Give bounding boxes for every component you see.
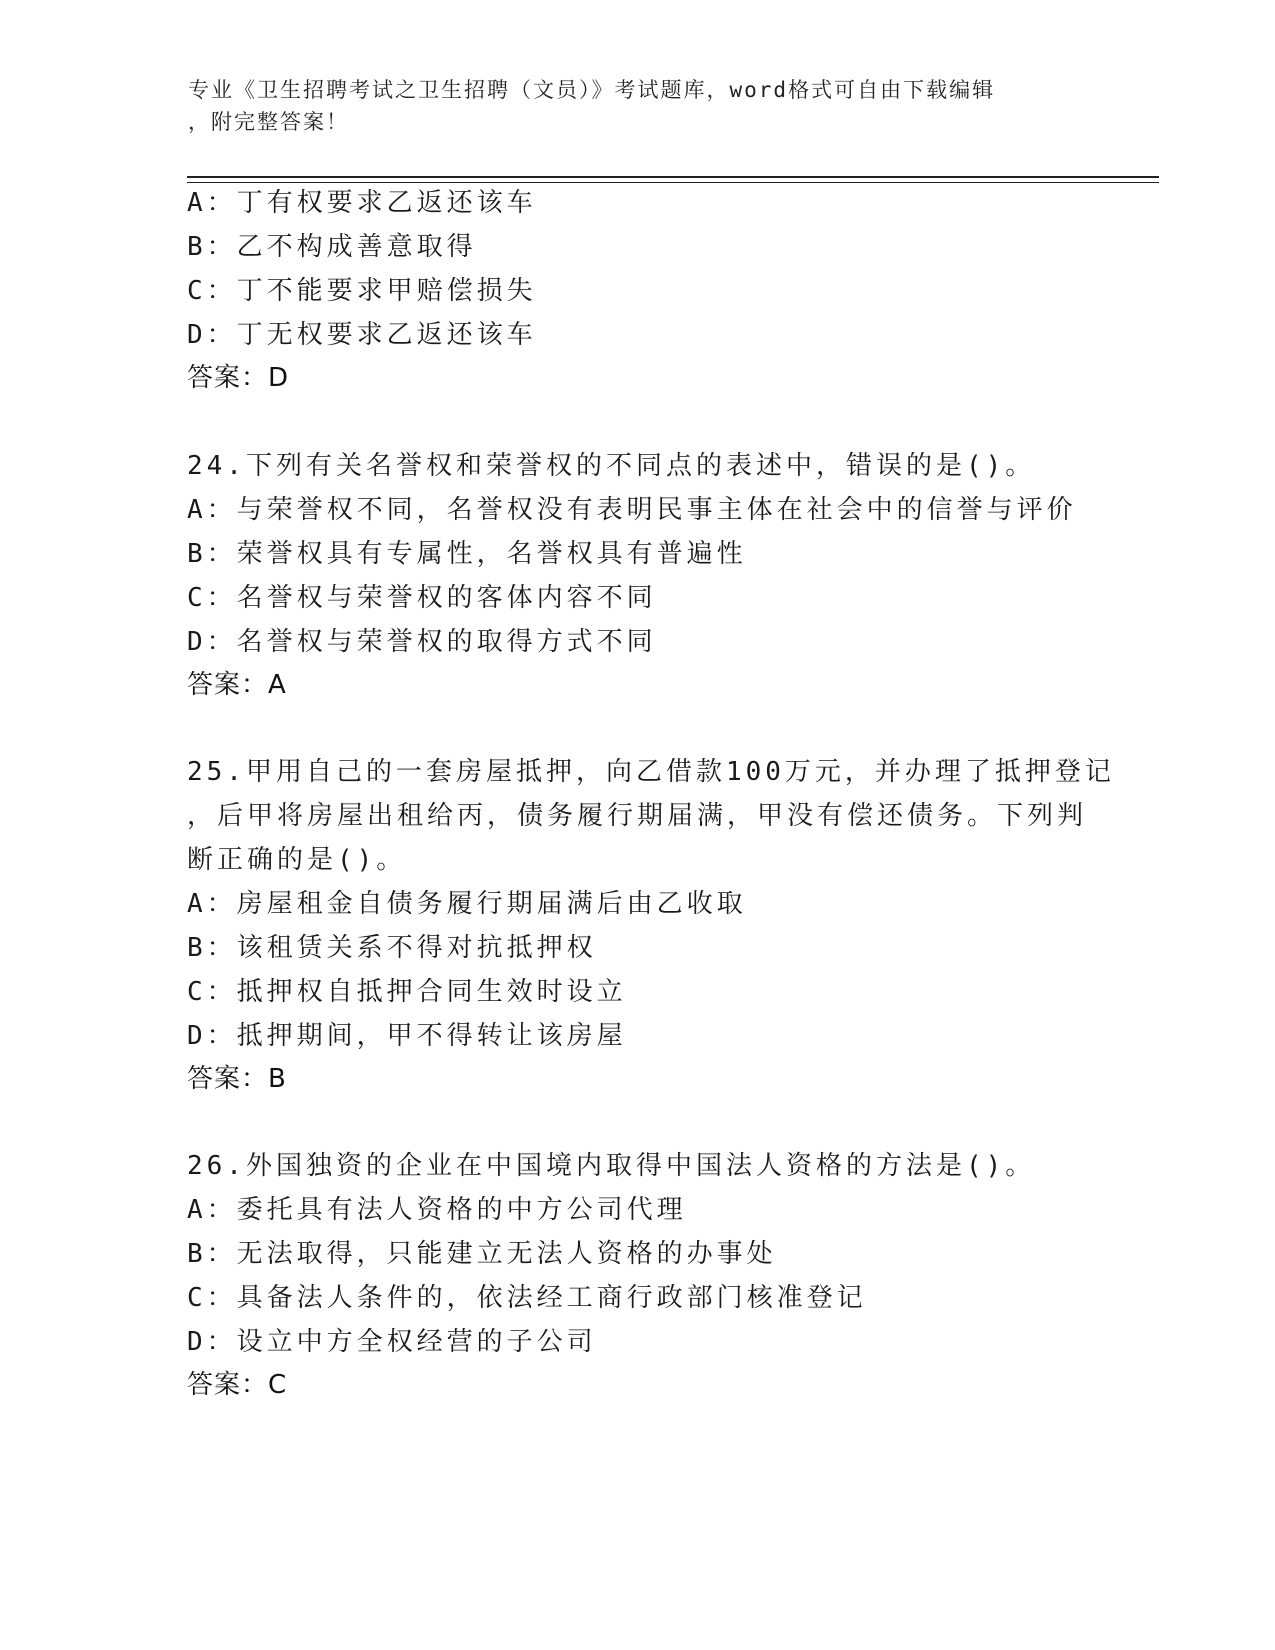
header-rule-thin — [187, 182, 1159, 183]
q23-option-a: A：丁有权要求乙返还该车 — [187, 188, 537, 218]
q26-option-b: B：无法取得，只能建立无法人资格的办事处 — [187, 1239, 777, 1269]
q25-stem-line-2: ，后甲将房屋出租给丙，债务履行期届满，甲没有偿还债务。下列判 — [187, 801, 1088, 831]
q23-answer: 答案：D — [187, 363, 290, 393]
q24-option-d: D：名誉权与荣誉权的取得方式不同 — [187, 627, 657, 657]
header-rule-thick — [187, 176, 1159, 178]
q26-answer: 答案：C — [187, 1370, 288, 1400]
header-line-2: ，附完整答案！ — [188, 110, 349, 134]
q25-option-b: B：该租赁关系不得对抗抵押权 — [187, 933, 597, 963]
q26-option-a: A：委托具有法人资格的中方公司代理 — [187, 1195, 687, 1225]
q24-answer: 答案：A — [187, 670, 287, 700]
q25-stem-line-1: 25.甲用自己的一套房屋抵押，向乙借款100万元，并办理了抵押登记 — [187, 757, 1115, 787]
q25-option-c: C：抵押权自抵押合同生效时设立 — [187, 977, 627, 1007]
q25-option-a: A：房屋租金自债务履行期届满后由乙收取 — [187, 889, 747, 919]
q25-answer: 答案：B — [187, 1064, 287, 1094]
page-header — [188, 74, 1088, 138]
q25-option-d: D：抵押期间，甲不得转让该房屋 — [187, 1021, 627, 1051]
q23-option-c: C：丁不能要求甲赔偿损失 — [187, 276, 537, 306]
q23-option-d: D：丁无权要求乙返还该车 — [187, 320, 537, 350]
q26-option-c: C：具备法人条件的，依法经工商行政部门核准登记 — [187, 1283, 867, 1313]
q24-option-b: B：荣誉权具有专属性，名誉权具有普遍性 — [187, 539, 747, 569]
q26-option-d: D：设立中方全权经营的子公司 — [187, 1327, 597, 1357]
q23-option-b: B：乙不构成善意取得 — [187, 232, 477, 262]
q26-stem: 26.外国独资的企业在中国境内取得中国法人资格的方法是()。 — [187, 1151, 1036, 1181]
q24-option-c: C：名誉权与荣誉权的客体内容不同 — [187, 583, 657, 613]
q24-option-a: A：与荣誉权不同，名誉权没有表明民事主体在社会中的信誉与评价 — [187, 495, 1077, 525]
header-line-1: 专业《卫生招聘考试之卫生招聘（文员）》考试题库，word格式可自由下载编辑 — [188, 78, 996, 102]
q24-stem: 24.下列有关名誉权和荣誉权的不同点的表述中，错误的是()。 — [187, 451, 1036, 481]
q25-stem-line-3: 断正确的是()。 — [187, 845, 407, 875]
